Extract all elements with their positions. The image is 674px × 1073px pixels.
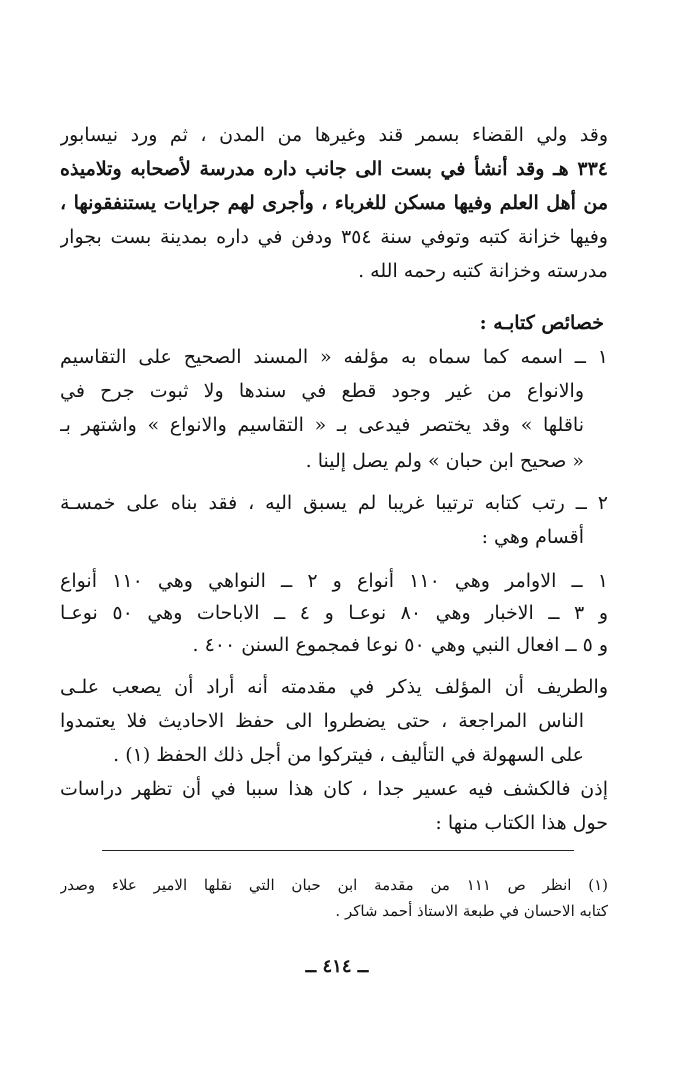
remark-line-3: على السهولة في التأليف ، فيتركوا من أجل ذلك الحفظ (١) .	[113, 744, 584, 766]
remark-line-2: الناس المراجعة ، حتى يضطروا الى حفظ الاحاديث فلا يعتمدوا	[60, 710, 584, 732]
bio-line-2: ٣٣٤ هـ وقد أنشأ في بست الى جانب داره مدرسة لأصحابه وتلاميذه	[60, 158, 608, 180]
remark-line-5: حول هذا الكتاب منها :	[435, 812, 608, 834]
remark-line-1: والطريف أن المؤلف يذكر في مقدمته أنه أراد أن يصعب علـى	[60, 676, 608, 698]
bio-line-5: مدرسته وخزانة كتبه رحمه الله .	[358, 260, 608, 282]
point1-line-3: ناقلها » وقد يختصر فيدعى بـ « التقاسيم والانواع » واشتهر بـ	[60, 414, 584, 436]
bio-line-3: من أهل العلم وفيها مسكن للغرباء ، وأجرى لهم جرايات يستنفقونها ،	[60, 192, 608, 214]
point2-line-1: ٢ ــ رتب كتابه ترتيبا غريبا لم يسبق اليه ، فقد بناه على خمسـة	[60, 492, 608, 514]
point1-line-4: « صحيح ابن حبان » ولم يصل إلينا .	[305, 450, 584, 472]
bio-line-4: وفيها خزانة كتبه وتوفي سنة ٣٥٤ ودفن في داره بمدينة بست بجوار	[60, 226, 608, 248]
footnote-line-1: (١) انظر ص ١١١ من مقدمة ابن حبان التي نقلها الامير علاء وصدر	[60, 876, 608, 894]
section-heading: خصائص كتابـه :	[479, 312, 604, 334]
divisions-line-2: و ٣ ــ الاخبار وهي ٨٠ نوعـا و ٤ ــ الاباحات وهي ٥٠ نوعـا	[60, 602, 608, 624]
footnote-line-2: كتابه الاحسان في طبعة الاستاذ أحمد شاكر .	[335, 902, 608, 920]
divisions-line-3: و ٥ ــ افعال النبي وهي ٥٠ نوعا فمجموع السنن ٤٠٠ .	[192, 634, 608, 656]
footnote-rule	[102, 850, 574, 851]
point1-line-1: ١ ــ اسمه كما سماه به مؤلفه « المسند الصحيح على التقاسيم	[60, 346, 608, 368]
point1-line-2: والانواع من غير وجود قطع في سندها ولا ثبوت جرح في	[60, 380, 584, 402]
page-number: ــ ٤١٤ ــ	[305, 956, 369, 977]
divisions-line-1: ١ ــ الاوامر وهي ١١٠ أنواع و ٢ ــ النواهي وهي ١١٠ أنواع	[60, 570, 608, 592]
remark-line-4: إذن فالكشف فيه عسير جدا ، كان هذا سببا في أن تظهر دراسات	[60, 778, 608, 800]
point2-line-2: أقسام وهي :	[481, 526, 584, 548]
bio-line-1: وقد ولي القضاء بسمر قند وغيرها من المدن ، ثم ورد نيسابور	[60, 124, 608, 146]
